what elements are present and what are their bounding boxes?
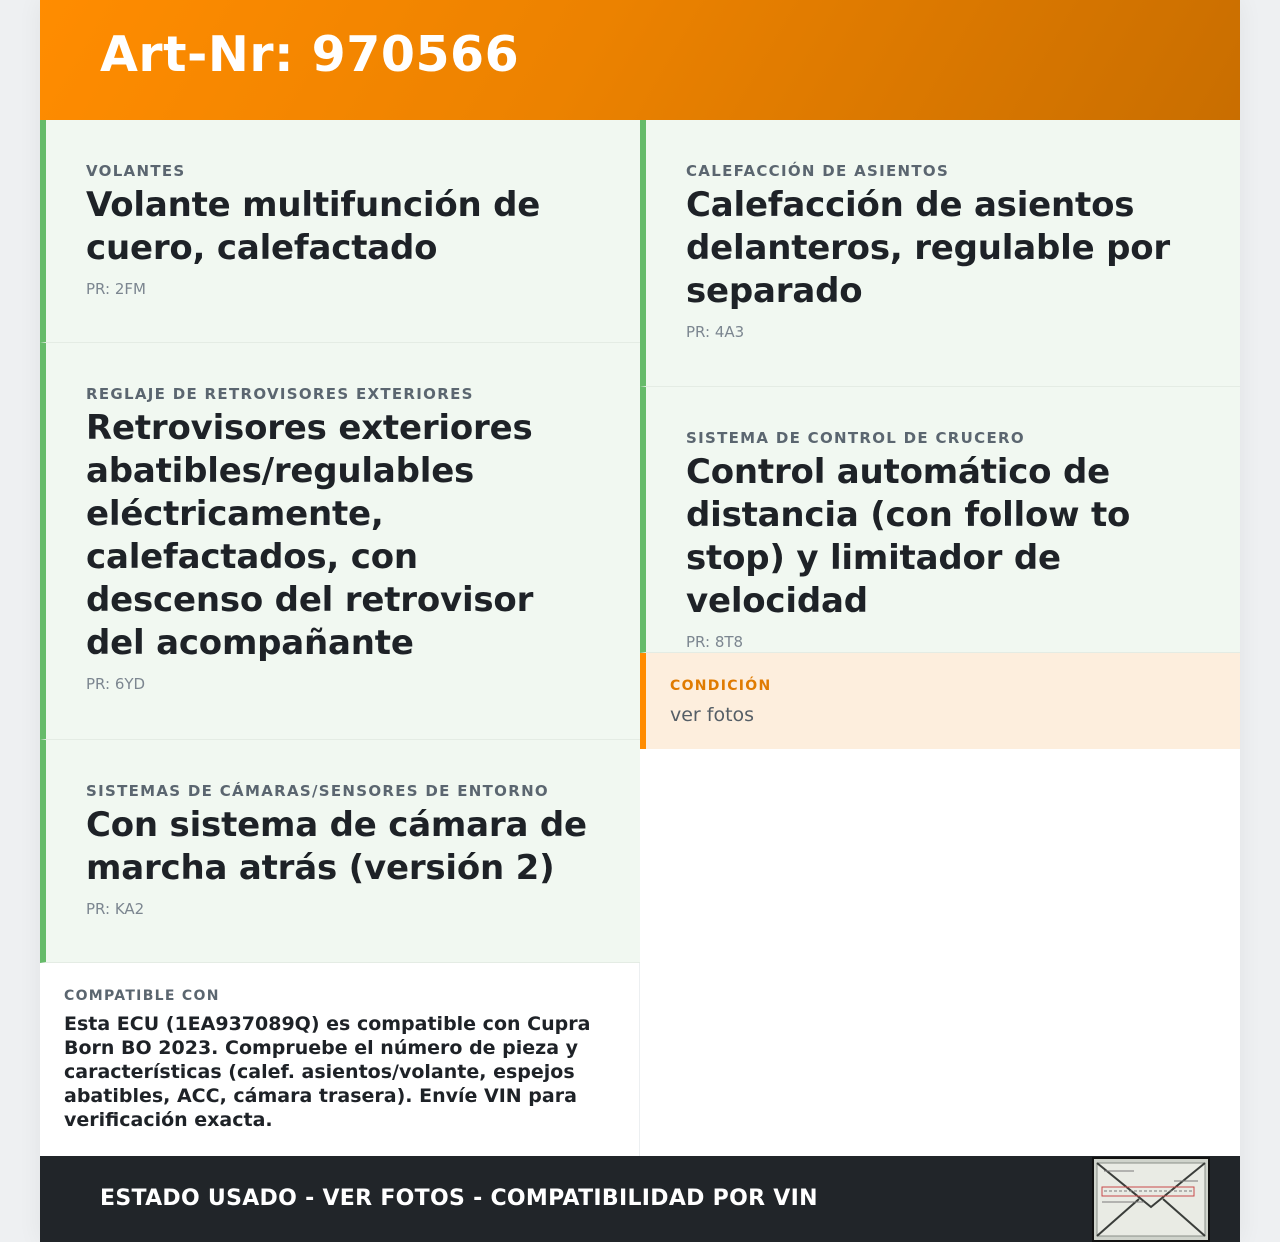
feature-category: REGLAJE DE RETROVISORES EXTERIORES [86,385,474,403]
feature-card-calefaccion-asientos [640,120,1240,387]
feature-title: Con sistema de cámara de marcha atrás (versión 2) [86,805,587,888]
feature-title: Control automático de distancia (con follow to stop) y limitador de velocidad [686,452,1131,621]
feature-category: SISTEMA DE CONTROL DE CRUCERO [686,429,1025,447]
compatibility-label: COMPATIBLE CON [64,988,220,1004]
compatibility-text: Esta ECU (1EA937089Q) es compatible con Cupra Born BO 2023. Compruebe el número de pieza y características (calef. asientos/volante, espejos abatibles, ACC, cámara trasera). Envíe VIN para verificación exacta. [64,1013,591,1131]
envelope-photo-thumbnail-icon[interactable] [1092,1157,1210,1242]
feature-pr-code: PR: 6YD [86,675,146,693]
footer-bar [40,1156,1240,1242]
feature-card-camaras [40,740,640,963]
header-banner [40,0,1240,120]
condition-value: ver fotos [670,704,755,726]
feature-category: SISTEMAS DE CÁMARAS/SENSORES DE ENTORNO [86,782,549,800]
compatibility-section [40,963,640,1156]
feature-pr-code: PR: 4A3 [686,323,745,341]
feature-card-control-crucero [640,387,1240,653]
feature-title: Volante multifunción de cuero, calefactado [86,185,541,268]
features-left-column [40,120,640,963]
condition-label: CONDICIÓN [670,678,772,694]
condition-box [640,653,1240,749]
feature-title: Calefacción de asientos delanteros, regulable por separado [686,185,1170,311]
footer-text: ESTADO USADO - VER FOTOS - COMPATIBILIDAD POR VIN [100,1186,818,1211]
envelope-graphic [1094,1159,1208,1240]
feature-pr-code: PR: 8T8 [686,633,744,651]
feature-pr-code: PR: 2FM [86,280,146,298]
feature-category: VOLANTES [86,162,186,180]
product-card [40,0,1240,1242]
feature-title: Retrovisores exteriores abatibles/regulables eléctricamente, calefactados, con descenso del retrovisor del acompañante [86,408,534,663]
article-number-title: Art-Nr: 970566 [100,26,520,83]
feature-category: CALEFACCIÓN DE ASIENTOS [686,162,950,180]
features-right-column [640,120,1240,749]
feature-card-volantes [40,120,640,343]
feature-card-retrovisores [40,343,640,740]
feature-pr-code: PR: KA2 [86,900,145,918]
